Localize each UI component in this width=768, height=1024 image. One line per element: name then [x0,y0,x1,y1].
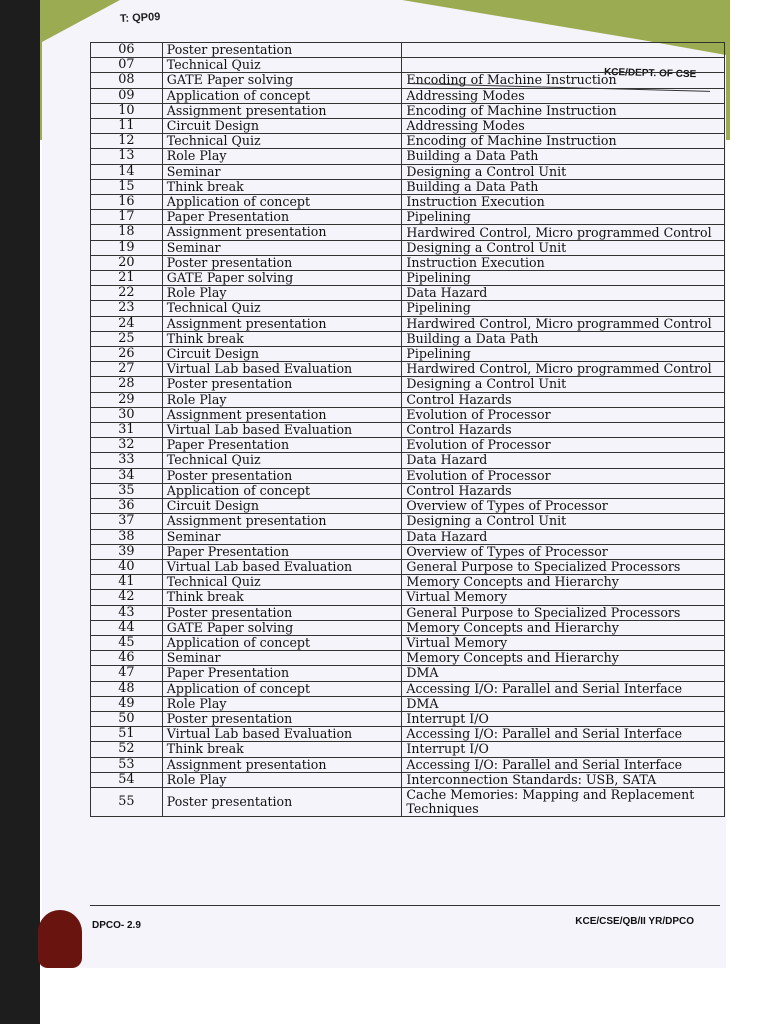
table-row [91,407,725,422]
row-number: 13 [91,149,163,164]
row-topic: Data Hazard [402,286,725,301]
row-activity: Paper Presentation [162,210,402,225]
row-topic: Encoding of Machine Instruction [402,103,725,118]
row-number: 08 [91,73,163,88]
department-header: KCE/DEPT. OF CSE [603,66,697,81]
table-row [91,301,725,316]
table-row [91,727,725,742]
table-row [91,438,725,453]
row-activity: Poster presentation [162,468,402,483]
row-number: 20 [91,255,163,270]
row-activity: Assignment presentation [162,407,402,422]
table-row [91,575,725,590]
row-activity: Application of concept [162,635,402,650]
row-topic: Designing a Control Unit [402,514,725,529]
row-topic: Overview of Types of Processor [402,499,725,514]
row-topic: Control Hazards [402,483,725,498]
row-activity: Virtual Lab based Evaluation [162,423,402,438]
row-activity: Circuit Design [162,119,402,134]
row-activity: Technical Quiz [162,134,402,149]
row-activity: GATE Paper solving [162,620,402,635]
row-activity: Application of concept [162,195,402,210]
row-number: 22 [91,286,163,301]
row-topic: General Purpose to Specialized Processors [402,605,725,620]
row-activity: Technical Quiz [162,575,402,590]
table-row [91,134,725,149]
row-number: 06 [91,43,163,58]
footer-rule [90,905,720,906]
table-row [91,620,725,635]
row-activity: Virtual Lab based Evaluation [162,362,402,377]
row-activity: Circuit Design [162,347,402,362]
footer-page-code: DPCO- 2.9 [92,920,141,931]
row-topic: Encoding of Machine Instruction [402,134,725,149]
row-number: 52 [91,742,163,757]
table-row [91,757,725,772]
table-row [91,119,725,134]
row-number: 45 [91,635,163,650]
table-row [91,544,725,559]
row-number: 26 [91,347,163,362]
table-row [91,514,725,529]
row-topic: Memory Concepts and Hierarchy [402,651,725,666]
row-number: 34 [91,468,163,483]
row-topic: Memory Concepts and Hierarchy [402,620,725,635]
table-row [91,331,725,346]
row-activity: Role Play [162,392,402,407]
row-number: 27 [91,362,163,377]
table-row [91,271,725,286]
table-row [91,666,725,681]
table-row [91,605,725,620]
row-topic: Hardwired Control, Micro programmed Control [402,362,725,377]
row-number: 53 [91,757,163,772]
row-topic: Memory Concepts and Hierarchy [402,575,725,590]
row-topic: Building a Data Path [402,149,725,164]
row-topic: Accessing I/O: Parallel and Serial Interface [402,727,725,742]
row-number: 35 [91,483,163,498]
row-activity: Think break [162,331,402,346]
table-row [91,103,725,118]
row-number: 23 [91,301,163,316]
table-row [91,58,725,73]
row-number: 09 [91,88,163,103]
row-topic: Evolution of Processor [402,468,725,483]
table-row [91,149,725,164]
row-number: 28 [91,377,163,392]
table-row [91,590,725,605]
table-row [91,316,725,331]
row-topic: General Purpose to Specialized Processors [402,559,725,574]
row-activity: Technical Quiz [162,301,402,316]
row-activity: Circuit Design [162,499,402,514]
row-activity: Paper Presentation [162,438,402,453]
row-activity: Poster presentation [162,255,402,270]
row-topic: Overview of Types of Processor [402,544,725,559]
row-activity: Paper Presentation [162,544,402,559]
row-topic: Pipelining [402,271,725,286]
row-topic: Virtual Memory [402,635,725,650]
table-row [91,529,725,544]
row-number: 17 [91,210,163,225]
row-activity: Virtual Lab based Evaluation [162,559,402,574]
row-topic: Encoding of Machine Instruction [402,73,725,88]
row-activity: Technical Quiz [162,58,402,73]
row-activity: Assignment presentation [162,757,402,772]
row-activity: Application of concept [162,483,402,498]
row-activity: Application of concept [162,88,402,103]
row-number: 39 [91,544,163,559]
row-topic: Accessing I/O: Parallel and Serial Interface [402,681,725,696]
row-number: 21 [91,271,163,286]
row-topic: Designing a Control Unit [402,377,725,392]
row-activity: Role Play [162,696,402,711]
row-number: 50 [91,711,163,726]
row-number: 54 [91,772,163,787]
table-row [91,772,725,787]
row-activity: GATE Paper solving [162,73,402,88]
table-row [91,164,725,179]
row-activity: Poster presentation [162,711,402,726]
row-number: 44 [91,620,163,635]
row-activity: Poster presentation [162,605,402,620]
row-number: 14 [91,164,163,179]
row-topic: Control Hazards [402,392,725,407]
row-activity: Role Play [162,772,402,787]
row-activity: Assignment presentation [162,514,402,529]
row-number: 43 [91,605,163,620]
row-number: 31 [91,423,163,438]
table-row [91,499,725,514]
activity-topic-table [90,42,725,817]
row-number: 40 [91,559,163,574]
row-topic: Interrupt I/O [402,711,725,726]
row-topic: Interconnection Standards: USB, SATA [402,772,725,787]
table-row [91,423,725,438]
row-topic: DMA [402,696,725,711]
table-row [91,210,725,225]
table-row [91,483,725,498]
table-row [91,635,725,650]
row-topic: Pipelining [402,347,725,362]
table-row [91,362,725,377]
row-topic: Hardwired Control, Micro programmed Control [402,316,725,331]
row-number: 55 [91,787,163,816]
row-activity: Role Play [162,286,402,301]
table-row [91,696,725,711]
table-row [91,392,725,407]
row-activity: Think break [162,742,402,757]
row-activity: Think break [162,179,402,194]
row-activity: Assignment presentation [162,103,402,118]
table-row [91,195,725,210]
row-topic: Addressing Modes [402,119,725,134]
row-topic: DMA [402,666,725,681]
row-activity: Seminar [162,651,402,666]
row-topic: Accessing I/O: Parallel and Serial Interface [402,757,725,772]
row-activity: Technical Quiz [162,453,402,468]
row-topic: Interrupt I/O [402,742,725,757]
table-row [91,559,725,574]
row-topic: Pipelining [402,301,725,316]
row-number: 36 [91,499,163,514]
row-number: 25 [91,331,163,346]
row-activity: Assignment presentation [162,225,402,240]
row-number: 49 [91,696,163,711]
table-row [91,179,725,194]
thumb-shadow [38,910,82,968]
row-number: 48 [91,681,163,696]
row-topic: Hardwired Control, Micro programmed Control [402,225,725,240]
row-number: 11 [91,119,163,134]
row-topic: Virtual Memory [402,590,725,605]
table-body [91,43,725,817]
row-activity: Role Play [162,149,402,164]
table-row [91,787,725,816]
row-number: 32 [91,438,163,453]
row-number: 10 [91,103,163,118]
row-topic: Instruction Execution [402,255,725,270]
row-number: 42 [91,590,163,605]
table-row [91,711,725,726]
table-row [91,43,725,58]
row-activity: Poster presentation [162,43,402,58]
row-number: 07 [91,58,163,73]
row-activity: Think break [162,590,402,605]
row-number: 19 [91,240,163,255]
row-number: 38 [91,529,163,544]
row-topic [402,58,725,73]
row-number: 37 [91,514,163,529]
row-number: 16 [91,195,163,210]
row-activity: Application of concept [162,681,402,696]
row-number: 15 [91,179,163,194]
table-row [91,377,725,392]
table-row [91,88,725,103]
row-activity: Virtual Lab based Evaluation [162,727,402,742]
row-topic: Building a Data Path [402,179,725,194]
row-topic: Designing a Control Unit [402,240,725,255]
row-topic [402,43,725,58]
row-number: 41 [91,575,163,590]
table-row [91,225,725,240]
row-number: 12 [91,134,163,149]
row-topic: Data Hazard [402,529,725,544]
table-row [91,651,725,666]
row-topic: Evolution of Processor [402,407,725,422]
row-topic: Designing a Control Unit [402,164,725,179]
row-topic: Building a Data Path [402,331,725,346]
row-number: 18 [91,225,163,240]
row-number: 51 [91,727,163,742]
row-number: 47 [91,666,163,681]
table-row [91,681,725,696]
table-row [91,468,725,483]
row-topic: Pipelining [402,210,725,225]
table-row [91,453,725,468]
row-activity: Paper Presentation [162,666,402,681]
row-topic: Instruction Execution [402,195,725,210]
row-activity: Seminar [162,240,402,255]
row-topic: Addressing Modes [402,88,725,103]
row-topic: Cache Memories: Mapping and Replacement Techniques [402,787,725,816]
row-activity: Poster presentation [162,377,402,392]
table-row [91,347,725,362]
background-shadow [0,0,40,1024]
row-activity: GATE Paper solving [162,271,402,286]
row-number: 29 [91,392,163,407]
row-activity: Assignment presentation [162,316,402,331]
row-activity: Seminar [162,164,402,179]
row-number: 33 [91,453,163,468]
row-number: 30 [91,407,163,422]
row-number: 46 [91,651,163,666]
table-row [91,286,725,301]
row-activity: Poster presentation [162,787,402,816]
footer-doc-code: KCE/CSE/QB/II YR/DPCO [575,916,694,927]
table-row [91,742,725,757]
row-number: 24 [91,316,163,331]
row-activity: Seminar [162,529,402,544]
paper-code: T: QP09 [119,10,161,26]
table-row [91,240,725,255]
row-topic: Data Hazard [402,453,725,468]
table-row [91,73,725,88]
table-row [91,255,725,270]
row-topic: Control Hazards [402,423,725,438]
row-topic: Evolution of Processor [402,438,725,453]
